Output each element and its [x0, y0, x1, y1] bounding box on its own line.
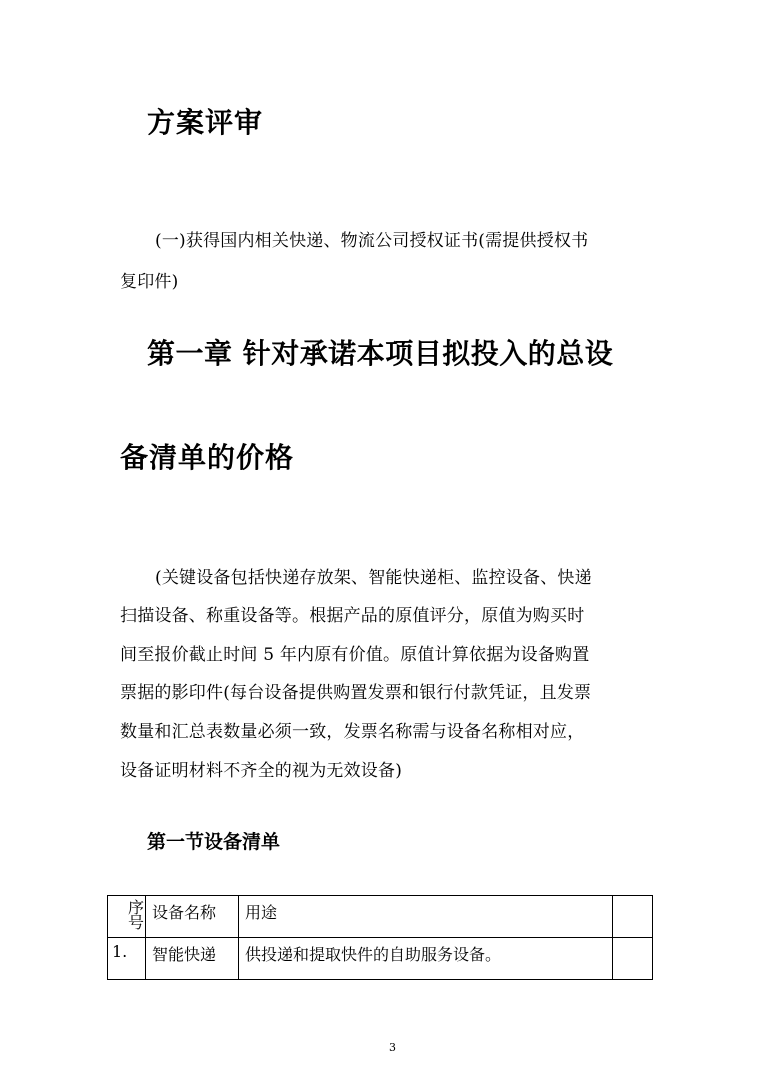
header-seq	[108, 896, 146, 938]
paragraph-1-line-2: 复印件)	[120, 272, 179, 292]
chapter-title-line-1: 第一章 针对承诺本项目拟投入的总设	[147, 337, 614, 370]
subsection-title: 第一节设备清单	[147, 831, 281, 853]
header-purpose: 用途	[239, 896, 613, 938]
section-title: 方案评审	[147, 106, 264, 139]
page-number: 3	[389, 1041, 396, 1054]
paragraph-1-line-1: (一)获得国内相关快递、物流公司授权证书(需提供授权书	[155, 231, 589, 251]
cell-empty	[613, 938, 653, 980]
header-seq-line-2: 号	[127, 913, 144, 932]
cell-seq: 1.	[108, 938, 146, 980]
header-device-name: 设备名称	[146, 896, 239, 938]
paragraph-2-line-2: 扫描设备、称重设备等。根据产品的原值评分，原值为购买时	[120, 606, 585, 626]
paragraph-2-line-5: 数量和汇总表数量必须一致，发票名称需与设备名称相对应，	[120, 722, 585, 742]
table-row	[108, 938, 653, 980]
table-header-row	[108, 896, 653, 938]
header-empty	[613, 896, 653, 938]
paragraph-2-line-1: (关键设备包括快递存放架、智能快递柜、监控设备、快递	[155, 568, 592, 588]
paragraph-2-line-6: 设备证明材料不齐全的视为无效设备)	[120, 761, 403, 781]
cell-device-name: 智能快递	[146, 938, 239, 980]
chapter-title-line-2: 备清单的价格	[120, 441, 295, 474]
paragraph-2-line-3: 间至报价截止时间 5 年内原有价值。原值计算依据为设备购置	[120, 645, 590, 665]
equipment-table	[107, 895, 653, 980]
cell-purpose: 供投递和提取快件的自助服务设备。	[239, 938, 613, 980]
paragraph-2-line-4: 票据的影印件(每台设备提供购置发票和银行付款凭证，且发票	[120, 683, 592, 703]
header-seq-line-1: 序	[127, 898, 144, 917]
